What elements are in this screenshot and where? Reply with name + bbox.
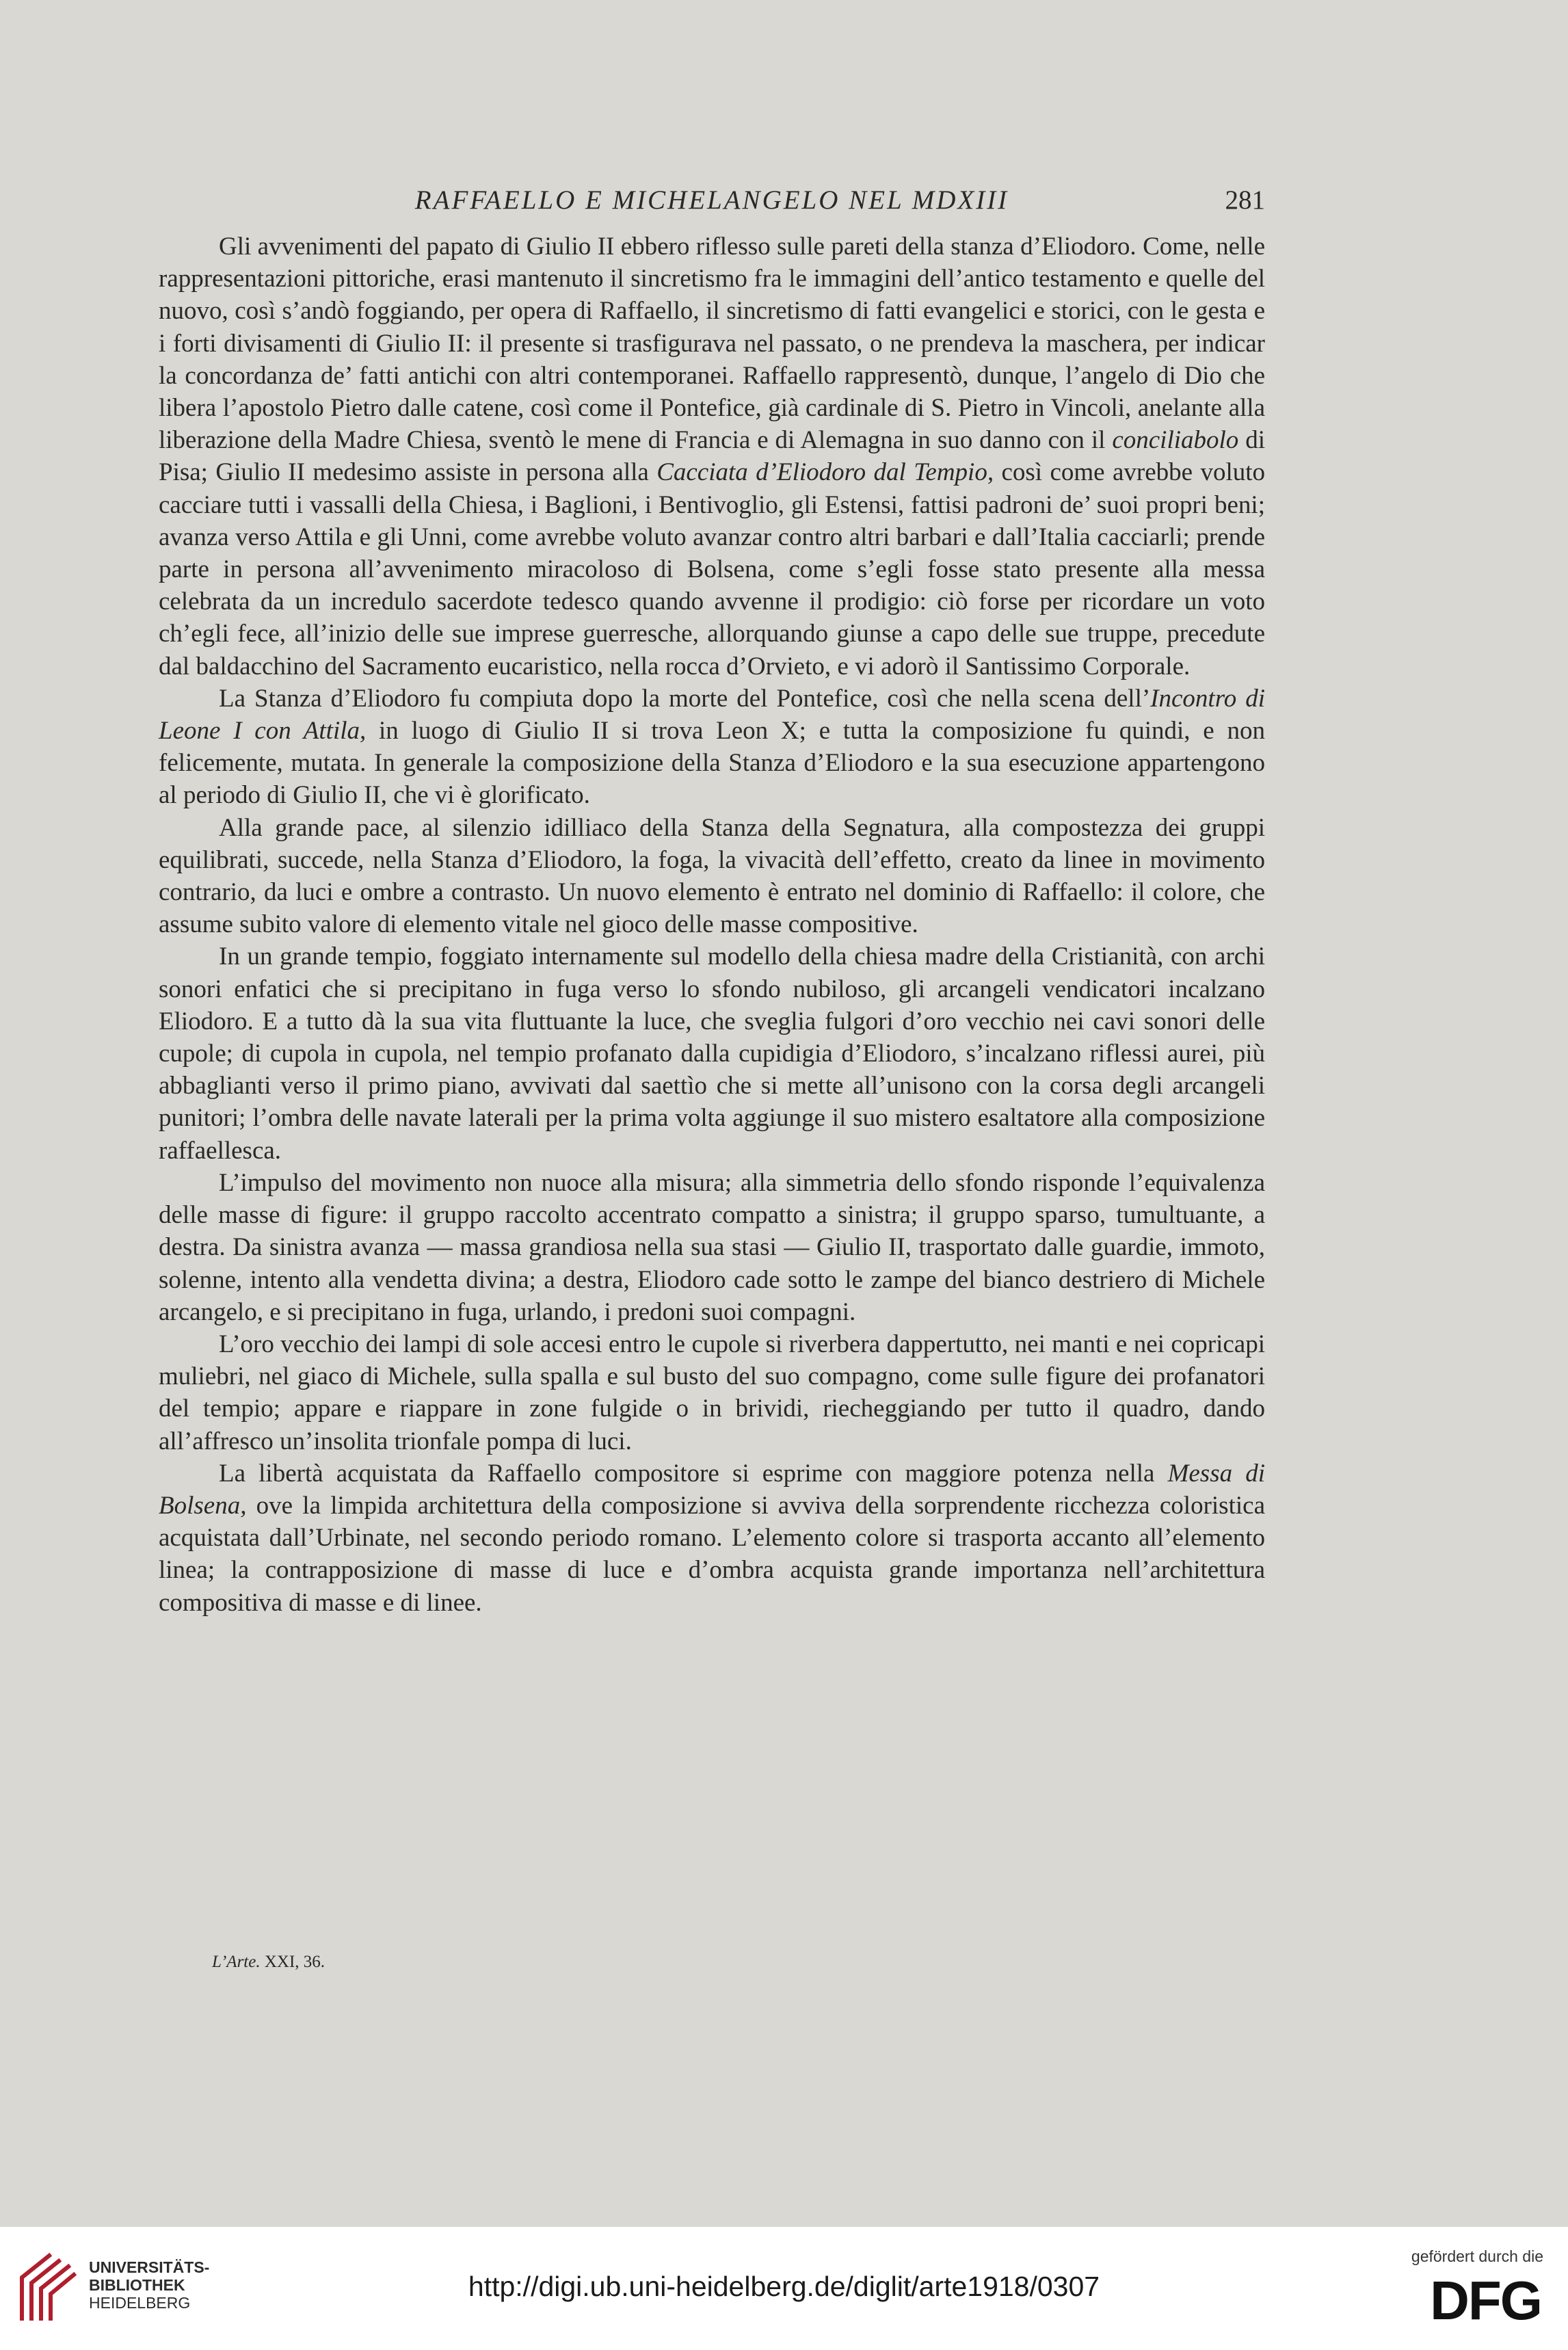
page-number: 281 — [1225, 185, 1265, 215]
paragraph — [159, 683, 1265, 812]
italic-title: Incontro di Leone I con Attila, — [159, 684, 1265, 745]
article-body — [159, 230, 1265, 1619]
text-run: ove la limpida architettura della composizione si avviva della sorprendente ricchezza coloristica acquistata dall’Urbinate, nel secondo periodo romano. L’elemento colore si trasporta accanto all’elemento linea; la contrapposizione di masse di luce e d’ombra acquista grande importanza nell’architettura compositiva di masse e di linee. — [159, 1491, 1265, 1617]
library-name-line2: BIBLIOTHEK — [89, 2276, 185, 2294]
italic-title: Cacciata d’Eliodoro dal Tempio, — [656, 458, 994, 487]
text-run: L’impulso del movimento non nuoce alla misura; alla simmetria dello sfondo risponde l’equivalenza delle masse di figure: il gruppo raccolto accentrato compatto a sinistra; il gruppo sparso, tumultuante, a destra. Da sinistra avanza — massa grandiosa nella sua stasi — Giulio II, trasportato dalle guardie, immoto, solenne, intento alla vendetta divina; a destra, Eliodoro cade sotto le zampe del bianco destriero di Michele arcangelo, e si precipitano in fuga, urlando, i predoni suoi compagni. — [159, 1168, 1265, 1326]
footer-source: L’Arte. — [212, 1953, 261, 1971]
paragraph — [159, 940, 1265, 1166]
text-run: L’oro vecchio dei lampi di sole accesi entro le cupole si riverbera dappertutto, nei manti e nei copricapi muliebri, nel giaco di Michele, sulla spalla e sul busto del suo compagno, come sulle figure dei profanatori del tempio; appare e riappare in zone fulgide o in brividi, riecheggiando per tutto il quadro, dando all’affresco un’insolita trionfale pompa di luci. — [159, 1330, 1265, 1455]
sponsor-block — [1386, 2247, 1543, 2326]
italic-title: conciliabolo — [1112, 426, 1239, 455]
paragraph — [159, 1328, 1265, 1457]
running-title: RAFFAELLO E MICHELANGELO NEL MDXIII — [414, 185, 1009, 215]
text-run: così come avrebbe voluto cacciare tutti i vassalli della Chiesa, i Baglioni, i Bentivoglio, gli Estensi, fattisi padroni de’ suoi propri beni; avanza verso Attila e gli Unni, come avrebbe voluto avanzar contro altri barbari e dall’Italia cacciarli; prende parte in persona all’avvenimento miracoloso di Bolsena, come s’egli fosse stato presente alla messa celebrata da un incredulo sacerdote tedesco quando avvenne il prodigio: ciò forse per ricordare un voto ch’egli fece, all’inizio delle sue imprese guerresche, allorquando giunse a capo delle sue truppe, precedute dal baldacchino del Sacramento eucaristico, nella rocca d’Orvieto, e vi adorò il Santissimo Corporale. — [159, 458, 1265, 681]
library-name-line3: HEIDELBERG — [89, 2294, 191, 2312]
dfg-logo-icon[interactable] — [1403, 2273, 1543, 2326]
library-name-line1: UNIVERSITÄTS- — [89, 2258, 210, 2276]
page-header — [159, 185, 1265, 226]
footer-signature — [212, 1953, 325, 1972]
permalink-url[interactable]: http://digi.ub.uni-heidelberg.de/diglit/arte1918/0307 — [468, 2271, 1100, 2302]
text-run: La Stanza d’Eliodoro fu compiuta dopo la morte del Pontefice, così che nella scena dell’ — [219, 684, 1151, 713]
italic-title: Messa di Bolsena, — [159, 1459, 1265, 1520]
dfg-logo-text: DFG — [1430, 2273, 1541, 2326]
text-run: Alla grande pace, al silenzio idilliaco della Stanza della Segnatura, alla compostezza dei gruppi equilibrati, succede, nella Stanza d’Eliodoro, la foga, la vivacità dell’effetto, creato da linee in movimento contrario, da luci e ombre a contrasto. Un nuovo elemento è entrato nel dominio di Raffaello: il colore, che assume subito valore di elemento vitale nel gioco delle masse compositive. — [159, 813, 1265, 939]
text-run: Gli avvenimenti del papato di Giulio II ebbero riflesso sulle pareti della stanza d’Eliodoro. Come, nelle rappresentazioni pittoriche, erasi mantenuto il sincretismo fra le immagini dell’antico testamento e quelle del nuovo, così s’andò foggiando, per opera di Raffaello, il sincretismo di fatti evangelici e storici, con le gesta e i forti divisamenti di Giulio II: il presente si trasfigurava nel passato, o ne prendeva la maschera, per indicar la concordanza de’ fatti antichi con altri contemporanei. Raffaello rappresentò, dunque, l’angelo di Dio che libera l’apostolo Pietro dalle catene, così come il Pontefice, già cardinale di S. Pietro in Vincoli, anelante alla liberazione della Madre Chiesa, sventò le mene di Francia e di Alemagna in suo danno con il — [159, 233, 1265, 455]
paragraph — [159, 812, 1265, 941]
text-run: in luogo di Giulio II si trova Leon X; e tutta la composizione fu quindi, e non felicemente, mutata. In generale la composizione della Stanza d’Eliodoro e la sua esecuzione appartengono al periodo di Giulio II, che vi è glorificato. — [159, 717, 1265, 810]
paragraph — [159, 230, 1265, 683]
paragraph — [159, 1167, 1265, 1328]
paragraph — [159, 1457, 1265, 1619]
digitization-bar — [0, 2227, 1568, 2350]
text-run: In un grande tempio, foggiato internamente sul modello della chiesa madre della Cristianità, con archi sonori enfatici che si precipitano in fuga verso lo sfondo nubiloso, gli arcangeli vendicatori incalzano Eliodoro. E a tutto dà la sua vita fluttuante la luce, che sveglia fulgori d’oro vecchio nei cavi sonori delle cupole; di cupola in cupola, nel tempio profanato dalla cupidigia d’Eliodoro, s’incalzano riflessi aurei, più abbaglianti verso il primo piano, avvivati dal saettìo che si mette all’unisono con la corsa degli arcangeli punitori; l’ombra delle navate laterali per la prima volta aggiunge il suo mistero esaltatore alla composizione raffaellesca. — [159, 942, 1265, 1165]
text-run: di Pisa; Giulio II medesimo assiste in persona alla — [159, 426, 1265, 487]
text-run: La libertà acquistata da Raffaello compositore si esprime con maggiore potenza nella — [219, 1459, 1168, 1488]
sponsor-label: gefördert durch die — [1411, 2247, 1543, 2265]
footer-volume: XXI, 36. — [264, 1953, 325, 1971]
